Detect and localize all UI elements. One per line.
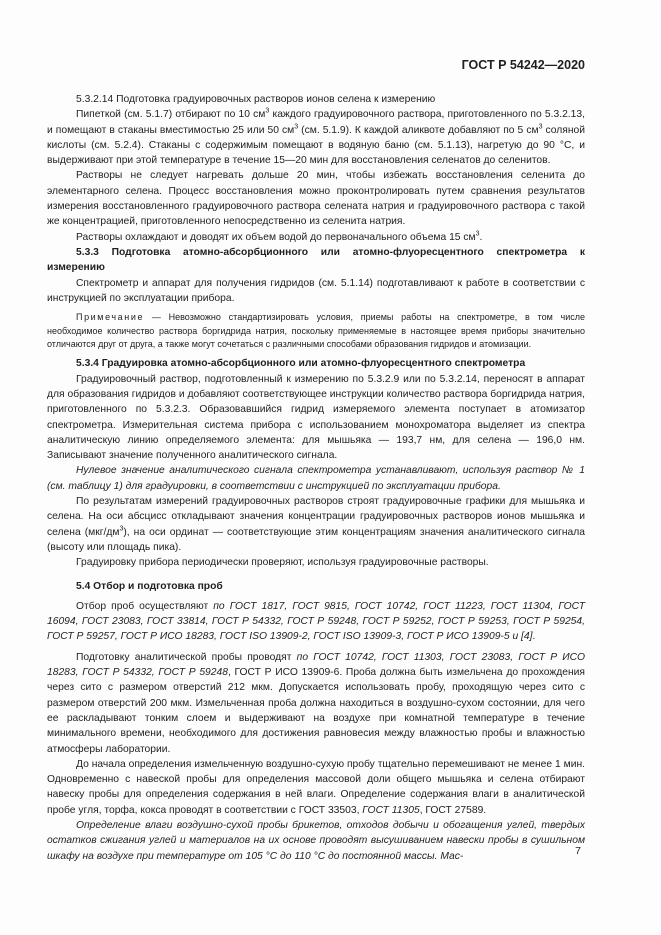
paragraph-italic: Определение влаги воздушно-сухой пробы брикетов, отходов добычи и обогащения углей, твердых остатков сжигания углей и материалов на их основе проводят высушиванием навески пробы в сушильном шкафу на воздухе при температуре от 105 °С до 110 °С до постоянной массы. Мас-: [47, 819, 585, 862]
paragraph: По результатам измерений градуировочных растворов строят градуировочные графики для мышьяка и селена. На оси абсцисс откладывают значения концентрации градуировочных растворов ионов мышьяка и селена $(мкг/дм^3)$, на оси ординат — соответствующие этим концентрациям значения аналитического сигнала (высоту или площадь пика).: [47, 496, 585, 553]
section-heading-5-4: 5.4 Отбор и подготовка проб: [76, 580, 223, 592]
page-number: 7: [575, 845, 581, 857]
paragraph: Пипеткой (см. 5.1.7) отбирают по 10 $см^3$ каждого градуировочного раствора, приготовленного по 5.3.2.13, и помещают в стаканы вместимостью 25 или 50 $см^3$ (см. 5.1.9). К каждой аликвоте добавляют по 5 $см^3$ соляной кислоты (см. 5.2.4). Стаканы с содержимым помещают в водяную баню (см. 5.1.13), нагретую до 90 °С, и выдерживают при этой температуре в течение 15—20 мин для восстановления селенатов до селенитов.: [47, 107, 586, 167]
section-heading-5-3-3: 5.3.3 Подготовка атомно-абсорбционного или атомно-флуоресцентного спектрометра к измерению: [47, 246, 585, 274]
note: Примечание — Невозможно стандартизировать условия, приемы работы на спектрометре, в том числе необходимое количество раствора боргидрида натрия, поскольку применяемые в настоящее время приборы значительно отличаются друг от друга, а также могут сочетаться с различными способами образования гидридов и атомизации.: [47, 312, 585, 349]
paragraph: Спектрометр и аппарат для получения гидридов (см. 5.1.14) подготавливают к работе в соответствии с инструкцией по эксплуатации прибора.: [47, 277, 585, 304]
paragraph: До начала определения измельченную воздушно-сухую пробу тщательно перемешивают не менее 1 мин. Одновременно с навеской пробы для определения массовой доли общего мышьяка и селена отбирают навеску пробы для определения содержания в ней влаги. Определение содержания влаги в аналитической пробе угля, торфа, кокса проводят в соответствии с ГОСТ 33503, ГОСТ 11305, ГОСТ 27589.: [47, 758, 585, 816]
paragraph: Градуировочный раствор, подготовленный к измерению по 5.3.2.9 или по 5.3.2.14, переносят в аппарат для образования гидридов и добавляют соответствующее инструкции количество раствора боргидрида натрия, приготовленного по 5.3.2.3. Образовавшийся гидрид измеряемого элемента поступает в атомизатор спектрометра. Измерительная система прибора с использованием монохроматора выделяет из спектра аналитическую линию определяемого элемента: для мышьяка — 193,7 нм, для селена — 196,0 нм. Записывают значение полученного аналитического сигнала.: [47, 373, 585, 462]
note-label: Примечание: [76, 312, 145, 323]
section-heading-5-3-4: 5.3.4 Градуировка атомно-абсорбционного или атомно-флуоресцентного спектрометра: [76, 358, 526, 370]
paragraph-italic: Нулевое значение аналитического сигнала спектрометра устанавливают, используя раствор № 1 (см. таблицу 1) для градуировки, в соответствии с инструкцией по эксплуатации прибора.: [47, 465, 585, 492]
section-heading-5-3-2-14: 5.3.2.14 Подготовка градуировочных растворов ионов селена к измерению: [76, 94, 436, 105]
paragraph: Подготовку аналитической пробы проводят по ГОСТ 10742, ГОСТ 11303, ГОСТ 23083, ГОСТ Р ИСО 18283, ГОСТ Р 54332, ГОСТ Р 59248, ГОСТ Р ИСО 13909-6. Проба должна быть измельчена до прохождения через сито с размером отверстий 212 мкм. Допускается использовать пробу, проходящую через сито с размером отверстий 200 мкм. Измельченная проба должна находиться в воздушно-сухом состоянии, для чего ее раскладывают тонким слоем и выдерживают на воздухе при комнатной температуре в течение минимального времени, необходимого для достижения равновесия между влажностью пробы и влажностью атмосферы лаборатории.: [47, 651, 586, 755]
document-body: [47, 92, 585, 864]
paragraph: Отбор проб осуществляют по ГОСТ 1817, ГОСТ 9815, ГОСТ 10742, ГОСТ 11223, ГОСТ 11304, ГОСТ 16094, ГОСТ 23083, ГОСТ 33814, ГОСТ Р 54332, ГОСТ Р 59248, ГОСТ Р 59252, ГОСТ Р 59253, ГОСТ Р 59254, ГОСТ Р 59257, ГОСТ Р ИСО 18283, ГОСТ ISO 13909-2, ГОСТ ISO 13909-3, ГОСТ Р ИСО 13909-5 и [4].: [47, 600, 585, 643]
standard-header: ГОСТ Р 54242—2020: [461, 58, 585, 72]
paragraph: Градуировку прибора периодически проверяют, используя градуировочные растворы.: [76, 557, 489, 569]
paragraph: Растворы не следует нагревать дольше 20 мин, чтобы избежать восстановления селенита до элементарного селена. Процесс восстановления можно проконтролировать путем сравнения результатов измерения восстановленного градуировочного раствора селената натрия и градуировочного раствора с такой же концентрацией, приготовленного непосредственно из селенита натрия.: [47, 170, 585, 228]
paragraph: Растворы охлаждают и доводят их объем водой до первоначального объема 15 $см^3$.: [76, 230, 483, 243]
